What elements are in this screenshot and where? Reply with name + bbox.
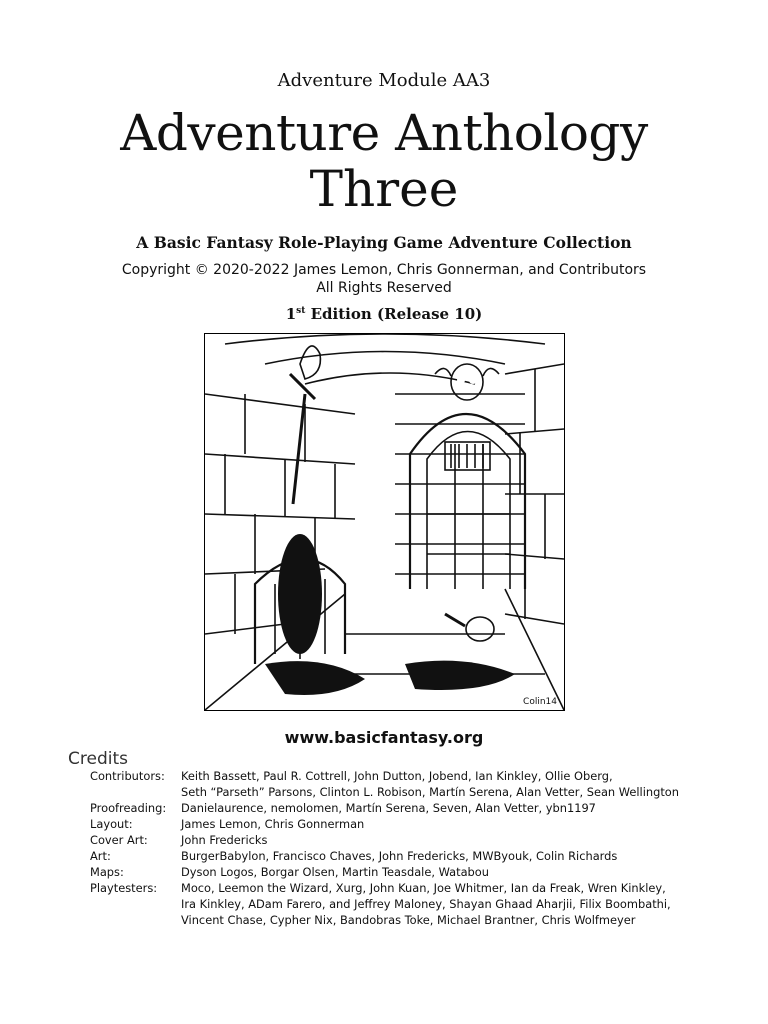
credit-label: Maps:	[90, 865, 124, 879]
credit-label: Proofreading:	[90, 801, 167, 815]
title-line-1: Adventure Anthology	[120, 104, 648, 162]
subtitle: A Basic Fantasy Role-Playing Game Adventure Collection	[136, 233, 632, 252]
credit-label: Layout:	[90, 817, 133, 831]
title-line-2: Three	[309, 160, 459, 218]
dungeon-corridor-drawing	[205, 334, 564, 710]
credits-row-maps	[90, 864, 489, 880]
copyright-notice: Copyright © 2020-2022 James Lemon, Chris Gonnerman, and Contributors	[121, 262, 647, 278]
credit-label: Contributors:	[90, 769, 165, 783]
credit-value: Dyson Logos, Borgar Olsen, Martin Teasdale, Watabou	[181, 865, 489, 879]
website-link[interactable]: www.basicfantasy.org	[284, 728, 484, 747]
credit-label: Cover Art:	[90, 833, 148, 847]
credits-playtesters-continued: Vincent Chase, Cypher Nix, Bandobras Toke, Michael Brantner, Chris Wolfmeyer	[181, 913, 636, 927]
cover-illustration	[204, 333, 565, 711]
credits-row-art	[90, 848, 617, 864]
credits-heading: Credits	[68, 749, 128, 769]
credits-row-layout	[90, 816, 364, 832]
credits-row-playtesters	[90, 880, 666, 896]
artist-signature: Colin14	[523, 697, 557, 707]
credit-value: Keith Bassett, Paul R. Cottrell, John Dutton, Jobend, Ian Kinkley, Ollie Oberg,	[181, 769, 613, 783]
credits-row-cover-art	[90, 832, 267, 848]
credit-value: James Lemon, Chris Gonnerman	[181, 817, 365, 831]
credits-contributors-continued: Seth “Parseth” Parsons, Clinton L. Robison, Martín Serena, Alan Vetter, Sean Wellington	[181, 785, 679, 799]
module-label: Adventure Module AA3	[277, 70, 491, 91]
edition-text: Edition (Release 10)	[305, 305, 483, 323]
edition-ordinal: st	[296, 306, 306, 316]
credits-row-contributors	[90, 768, 613, 784]
edition-number: 1	[285, 305, 297, 323]
credit-value: Danielaurence, nemolomen, Martín Serena, Seven, Alan Vetter, ybn1197	[181, 801, 596, 815]
credit-value: John Fredericks	[181, 833, 268, 847]
rights-notice: All Rights Reserved	[316, 280, 452, 296]
credits-row-proofreading	[90, 800, 596, 816]
credit-value: Moco, Leemon the Wizard, Xurg, John Kuan, Joe Whitmer, Ian da Freak, Wren Kinkley,	[181, 881, 666, 895]
credit-value: BurgerBabylon, Francisco Chaves, John Fredericks, MWByouk, Colin Richards	[181, 849, 618, 863]
edition-label	[0, 305, 768, 323]
credit-label: Playtesters:	[90, 881, 158, 895]
credits-playtesters-continued: Ira Kinkley, ADam Farero, and Jeffrey Maloney, Shayan Ghaad Aharjii, Filix Boombathi,	[181, 897, 671, 911]
credit-label: Art:	[90, 849, 111, 863]
